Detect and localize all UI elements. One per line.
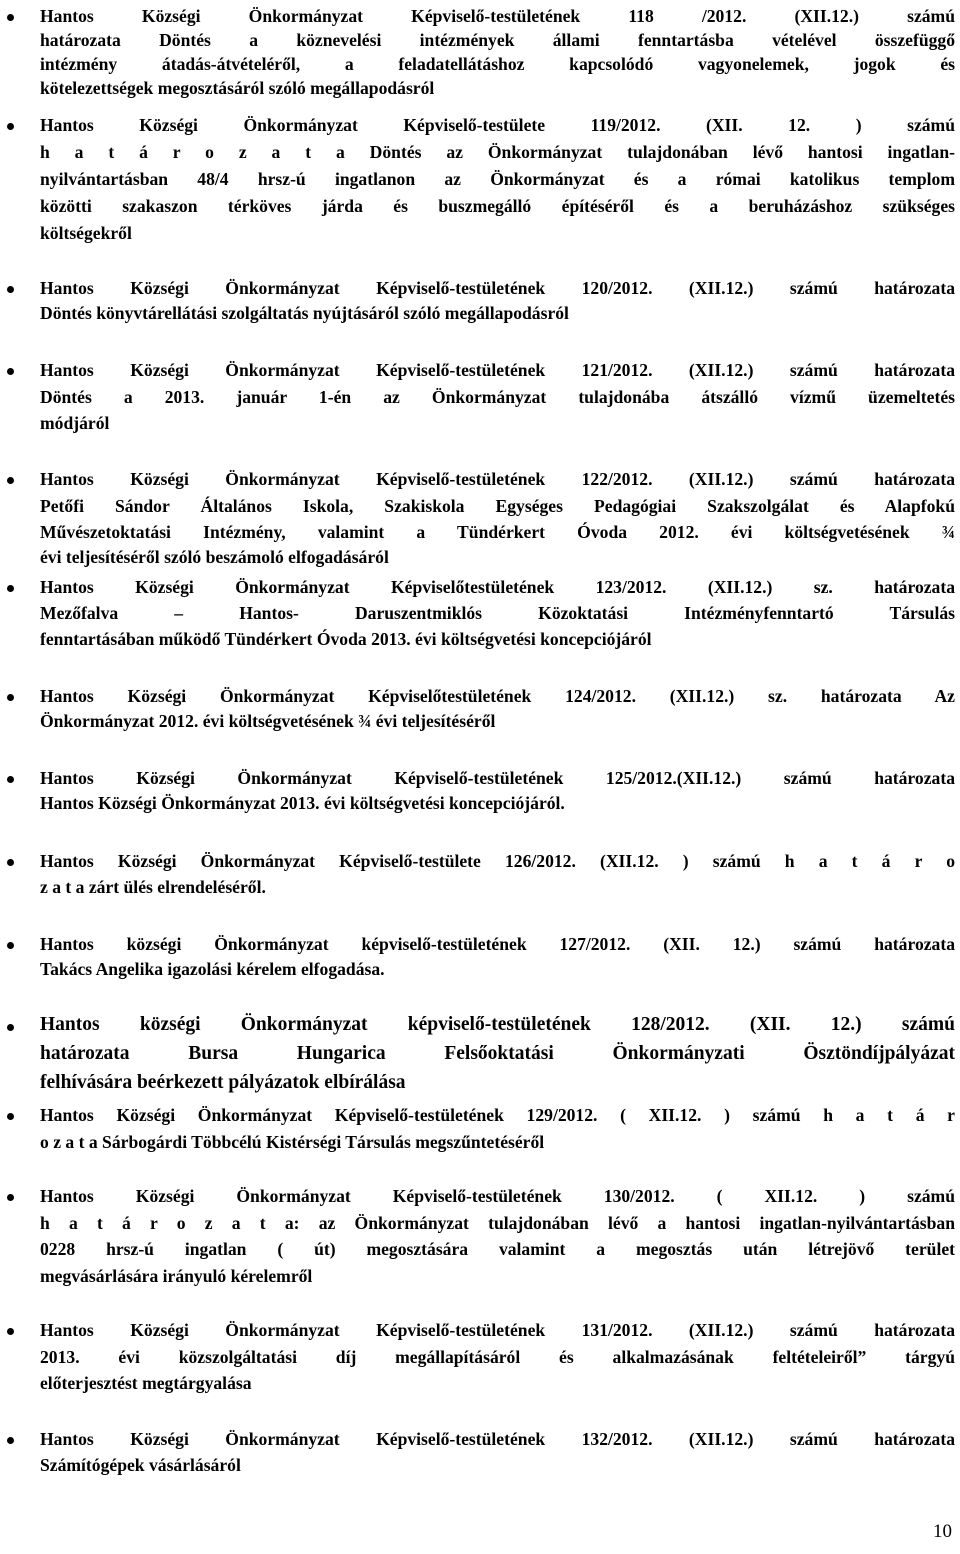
item-text-line: Mezőfalva – Hantos- Daruszentmiklós Közoktatási Intézményfenntartó Társulás [40,603,955,623]
bullet-icon [7,776,14,783]
bullet-icon [7,368,14,375]
item-text-line: Hantos Községi Önkormányzat Képviselőtestületének 123/2012. (XII.12.) sz. határozata [40,577,955,597]
bullet-icon [7,477,14,484]
item-text-line: előterjesztést megtárgyalása [40,1373,252,1393]
item-text-line: h a t á r o z a t a: az Önkormányzat tulajdonában lévő a hantosi ingatlan-nyilvántartásban [40,1213,955,1233]
item-text-line: Művészetoktatási Intézmény, valamint a Tündérkert Óvoda 2012. évi költségvetésének ¾ [40,522,955,542]
item-text-line: Döntés a 2013. január 1-én az Önkormányzat tulajdonába átszálló vízmű üzemeltetés [40,387,955,407]
bullet-icon [7,942,14,949]
item-text-line: Hantos Községi Önkormányzat Képviselő-testületének 132/2012. (XII.12.) számú határozata [40,1429,955,1449]
bullet-icon [7,123,14,130]
item-text-line: Hantos Községi Önkormányzat Képviselő-testületének 131/2012. (XII.12.) számú határozata [40,1320,955,1340]
bullet-icon [7,859,14,866]
item-text-line: Önkormányzat 2012. évi költségvetésének ¾ évi teljesítéséről [40,711,496,731]
item-text-line: évi teljesítéséről szóló beszámoló elfogadásáról [40,547,389,567]
item-text-line: 0228 hrsz-ú ingatlan ( út) megosztására valamint a megosztás után létrejövő terület [40,1239,955,1259]
item-text-line: kötelezettségek megosztásáról szóló megállapodásról [40,78,435,98]
item-text-line: intézmény átadás-átvételéről, a feladatellátáshoz kapcsolódó vagyonelemek, jogok és [40,54,955,74]
item-text-line: z a t a zárt ülés elrendeléséről. [40,877,266,897]
item-text-line: határozata Döntés a köznevelési intézmények állami fenntartásba vételével összefüggő [40,30,955,50]
item-text-line: felhívására beérkezett pályázatok elbírálása [40,1072,406,1093]
bullet-icon [7,1194,14,1201]
page-number: 10 [933,1521,952,1542]
item-text-line: Hantos Községi Önkormányzat Képviselőtestületének 124/2012. (XII.12.) sz. határozata Az [40,686,955,706]
bullet-icon [7,286,14,293]
bullet-icon [7,14,14,21]
item-text-line: költségekről [40,223,132,243]
item-text-line: Számítógépek vásárlásáról [40,1455,241,1475]
item-text-line: Hantos községi Önkormányzat képviselő-testületének 127/2012. (XII. 12.) számú határozata [40,934,955,954]
item-text-line: h a t á r o z a t a Döntés az Önkormányzat tulajdonában lévő hantosi ingatlan- [40,142,955,162]
item-text-line: Hantos Községi Önkormányzat Képviselő-testületének 125/2012.(XII.12.) számú határozata [40,768,955,788]
item-text-line: Hantos Községi Önkormányzat Képviselő-testületének 129/2012. ( XII.12. ) számú h a t á r [40,1105,955,1125]
bullet-icon [7,585,14,592]
item-text-line: Döntés könyvtárellátási szolgáltatás nyújtásáról szóló megállapodásról [40,303,569,323]
item-text-line: közötti szakaszon térköves járda és buszmegálló építéséről és a beruházáshoz szükséges [40,196,955,216]
item-text-line: Hantos községi Önkormányzat képviselő-testületének 128/2012. (XII. 12.) számú [40,1014,955,1035]
item-text-line: módjáról [40,413,110,433]
item-text-line: Hantos Községi Önkormányzat Képviselő-testülete 126/2012. (XII.12. ) számú h a t á r o [40,851,955,871]
item-text-line: Takács Angelika igazolási kérelem elfogadása. [40,959,385,979]
item-text-line: Hantos Községi Önkormányzat Képviselő-testületének 130/2012. ( XII.12. ) számú [40,1186,955,1206]
item-text-line: o z a t a Sárbogárdi Többcélú Kistérségi Társulás megszűntetéséről [40,1132,545,1152]
bullet-icon [7,1113,14,1120]
item-text-line: Hantos Községi Önkormányzat Képviselő-testületének 120/2012. (XII.12.) számú határozata [40,278,955,298]
item-text-line: Hantos Községi Önkormányzat Képviselő-testületének 118 /2012. (XII.12.) számú [40,6,955,26]
bullet-icon [7,1437,14,1444]
item-text-line: határozata Bursa Hungarica Felsőoktatási Önkormányzati Ösztöndíjpályázat [40,1043,955,1064]
item-text-line: megvásárlására irányuló kérelemről [40,1266,313,1286]
item-text-line: fenntartásában működő Tündérkert Óvoda 2013. évi költségvetési koncepciójáról [40,629,652,649]
item-text-line: Hantos Községi Önkormányzat Képviselő-testülete 119/2012. (XII. 12. ) számú [40,115,955,135]
item-text-line: 2013. évi közszolgáltatási díj megállapításáról és alkalmazásának feltételeiről” tárgyú [40,1347,955,1367]
item-text-line: nyilvántartásban 48/4 hrsz-ú ingatlanon az Önkormányzat és a római katolikus templom [40,169,955,189]
item-text-line: Petőfi Sándor Általános Iskola, Szakiskola Egységes Pedagógiai Szakszolgálat és Alapfokú [40,496,955,516]
bullet-icon [7,694,14,701]
bullet-icon [7,1024,14,1031]
bullet-icon [7,1328,14,1335]
item-text-line: Hantos Községi Önkormányzat 2013. évi költségvetési koncepciójáról. [40,793,565,813]
item-text-line: Hantos Községi Önkormányzat Képviselő-testületének 121/2012. (XII.12.) számú határozata [40,360,955,380]
item-text-line: Hantos Községi Önkormányzat Képviselő-testületének 122/2012. (XII.12.) számú határozata [40,469,955,489]
